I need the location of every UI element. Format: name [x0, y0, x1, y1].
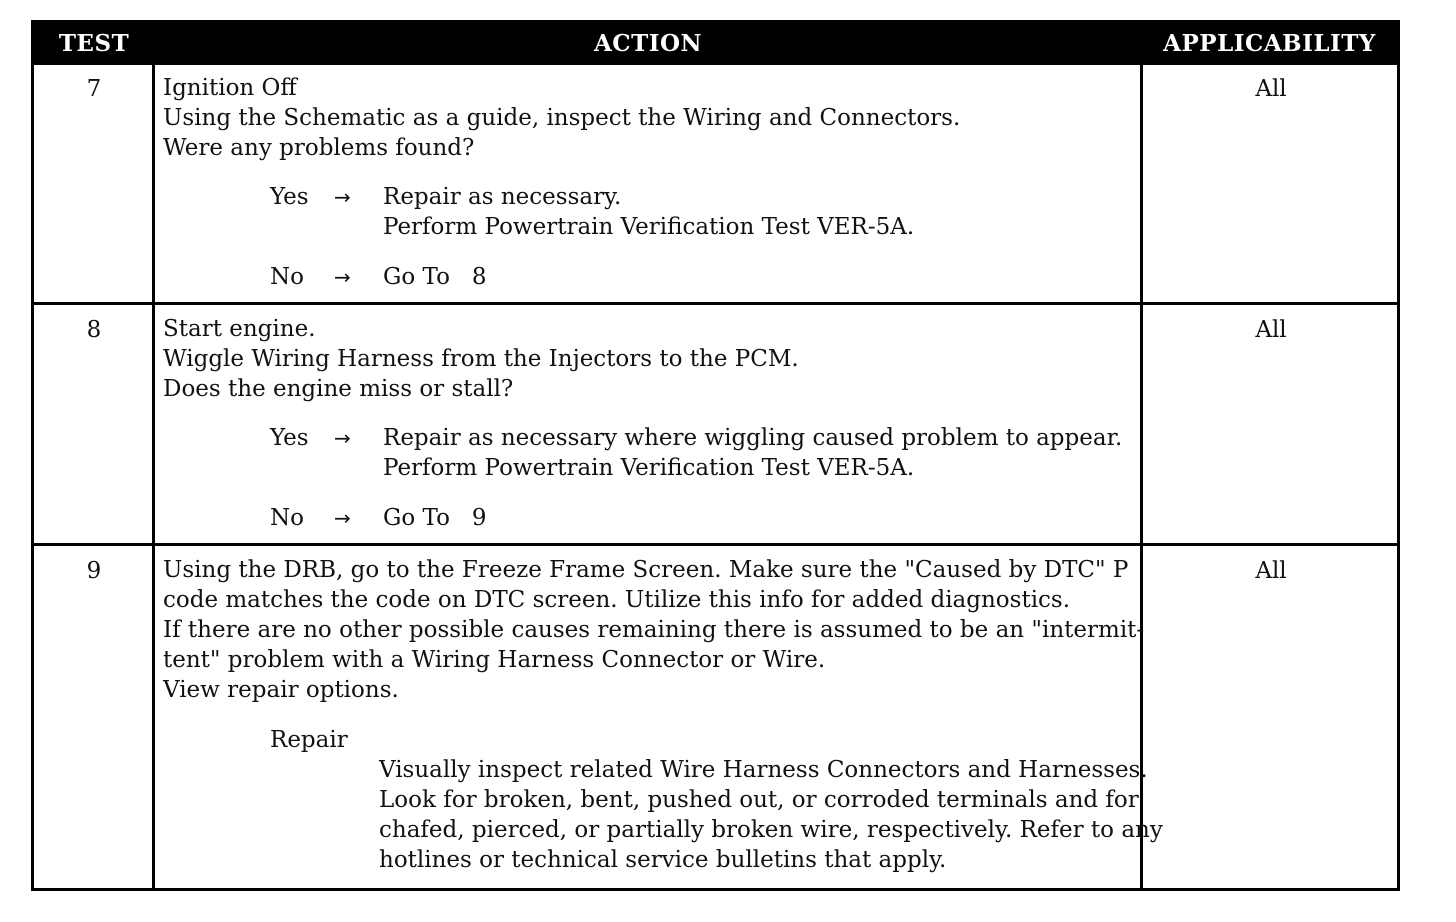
no-result: Go To 8: [383, 264, 487, 290]
repair-label: Repair: [270, 727, 348, 753]
applicability-value: All: [1255, 317, 1287, 343]
row-divider-2: [34, 543, 1397, 546]
action-line: code matches the code on DTC screen. Utilize this info for added diagnostics.: [163, 587, 1071, 613]
arrow-icon: →: [334, 265, 351, 289]
applicability-value: All: [1255, 76, 1287, 102]
repair-line: Visually inspect related Wire Harness Connectors and Harnesses.: [379, 757, 1148, 783]
header-action: ACTION: [593, 30, 703, 57]
yes-result-line: Repair as necessary.: [383, 184, 622, 210]
applicability-value: All: [1255, 558, 1287, 584]
no-label: No: [270, 505, 304, 531]
arrow-icon: →: [334, 185, 351, 209]
action-line: If there are no other possible causes remaining there is assumed to be an "intermit-: [163, 617, 1145, 643]
action-line: Ignition Off: [163, 75, 297, 101]
action-line: Wiggle Wiring Harness from the Injectors to the PCM.: [163, 346, 799, 372]
yes-result-line: Perform Powertrain Verification Test VER-5A.: [383, 214, 915, 240]
action-line: Using the DRB, go to the Freeze Frame Screen. Make sure the "Caused by DTC" P: [163, 557, 1129, 583]
diagnostic-test-table: [31, 20, 1400, 891]
action-line: Does the engine miss or stall?: [163, 376, 514, 402]
test-number: 9: [86, 558, 102, 584]
repair-line: chafed, pierced, or partially broken wire, respectively. Refer to any: [379, 817, 1163, 843]
row-divider-1: [34, 302, 1397, 305]
header-applicability: APPLICABILITY: [1163, 30, 1376, 57]
arrow-icon: →: [334, 506, 351, 530]
arrow-icon: →: [334, 426, 351, 450]
repair-line: Look for broken, bent, pushed out, or corroded terminals and for: [379, 787, 1139, 813]
test-number: 7: [86, 76, 102, 102]
yes-label: Yes: [270, 184, 309, 210]
yes-result-line: Perform Powertrain Verification Test VER-5A.: [383, 455, 915, 481]
action-line: Were any problems found?: [163, 135, 475, 161]
test-number: 8: [86, 317, 102, 343]
action-line: tent" problem with a Wiring Harness Connector or Wire.: [163, 647, 826, 673]
table-header: [34, 23, 1397, 65]
repair-line: hotlines or technical service bulletins that apply.: [379, 847, 947, 873]
yes-label: Yes: [270, 425, 309, 451]
no-label: No: [270, 264, 304, 290]
no-result: Go To 9: [383, 505, 487, 531]
action-line: Using the Schematic as a guide, inspect the Wiring and Connectors.: [163, 105, 961, 131]
yes-result-line: Repair as necessary where wiggling caused problem to appear.: [383, 425, 1123, 451]
action-line: View repair options.: [163, 677, 399, 703]
action-line: Start engine.: [163, 316, 316, 342]
header-test: TEST: [58, 30, 130, 57]
column-divider-test: [152, 65, 155, 888]
